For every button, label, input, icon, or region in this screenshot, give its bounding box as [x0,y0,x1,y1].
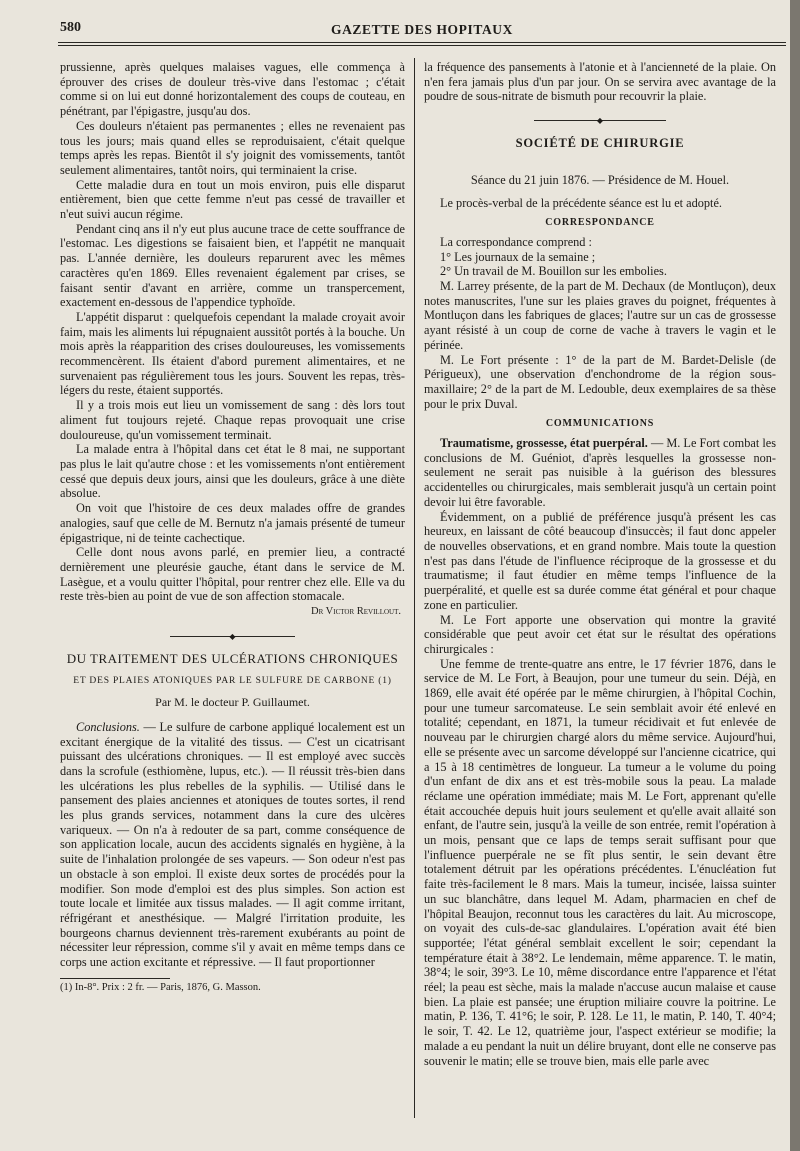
section-ornament [60,630,405,642]
article-author: Par M. le docteur P. Guillaumet. [155,695,310,710]
paragraph: M. Larrey présente, de la part de M. Dechaux (de Montluçon), deux notes manuscrites, l'une sur les plaies graves du poignet, fréquentes à Montluçon dans les fabriques de glaces; l'autre sur un cas de grossesse ayant résisté à un coup de corne de vache à travers le vagin et le périnée. [424,279,776,352]
page-edge-shadow [790,0,800,1151]
paragraph [424,436,776,510]
header-rule-double [58,45,786,46]
paragraph: Cette maladie dura en tout un mois environ, puis elle disparut entièrement, bien que cette femme n'eut pas cessé de travailler et n'eut suivi aucun régime. [60,177,405,222]
article-body [60,720,405,970]
communication-title: Traumatisme, grossesse, état puerpéral. [440,436,648,451]
paragraph: prussienne, après quelques malaises vagues, elle commença à éprouver des crises de douleur très-vive dans l'estomac ; c'était comme si on lui eut donné horizontalement des coups de couteau, en pénétrant, par l'épigastre, jusqu'au dos. [60,60,405,119]
column-separator [414,58,415,1118]
communication-text: — M. Le Fort combat les conclusions de M. Guéniot, d'après lesquelles la grossesse non-seulement ne serait pas nuisible à la guérison des blessures accidentelles ou chirurgicales, mais semblerait jusqu'à un certain point devoir lui être favorable. [424,436,776,509]
paragraph: Une femme de trente-quatre ans entre, le 17 février 1876, dans le service de M. Le Fort, à Beaujon, pour une tumeur du sein. Déjà, en 1869, elle avait été opérée par le même chirurgien, à l'hôpital Cochin, pour une tumeur sarcomateuse. Le sein semblait avoir été enlevé en totalité; cependant, en 1871, la tumeur récidivait et fut enlevée de nouveau par le chirurgien chargé alors du même service. Aujourd'hui, elle se présente avec un sarcome développé sur l'ancienne cicatrice, qui a 15 à 18 centimètres de longueur. La tumeur a le volume du poing d'un enfant de dix ans et est très-mobile sous la peau. La malade réclame une opération immédiate; mais M. Le Fort, apprenant qu'elle était accouchée depuis huit jours seulement et qu'elle avait allaité son enfant, de l'autre sein, jusqu'à la veille de son entrée, remit l'opération à un mois, pensant que ce laps de temps serait suffisant pour que l'influence puerpérale ne se fît plus sentir, le sein devant être totalement détruit par les opérations précédentes. L'énucléation fut faite très-facilement le 8 mars. Mais la tumeur, incisée, laissa suinter un suc blanchâtre, dans lequel M. Adam, pharmacien en chef de l'hôpital Beaujon, reconnut tous les caractères du lait. Au microscope, on voyait des culs-de-sac glandulaires. L'opération avait été bien supportée; l'état général semblait excellent le soir; cependant la température était à 38°2. Le lendemain, même apparence. T. le matin, 38°4; le soir, 39°3. Le 10, même discordance entre l'apparence et l'état réel; la peau est sèche, mais la malade n'accuse aucun malaise et cause bien. La plaie est pansée; une éruption miliaire couvre la poitrine. Le matin, P. 136, T. 41°6; le soir, P. 128. Le 11, le matin, P. 140, T. 40°4; le soir, T. 42. Le 12, quatrième jour, l'aspect extérieur se modifie; la malade a eu pendant la nuit un délire bruyant, dont elle ne conserve pas souvenir le matin; elle se trouve bien, mais elle parle avec [424,656,776,1068]
article-title: DU TRAITEMENT DES ULCÉRATIONS CHRONIQUES [66,650,399,666]
communications-heading: COMMUNICATIONS [545,418,655,430]
paragraph: Celle dont nous avons parlé, en premier lieu, a contracté dernièrement une pleurésie gauche, étant dans le service de M. Lasègue, et a voulu quitter l'hôpital, pour rentrer chez elle. Elle va du reste très-bien au point de vue de son affection stomacale. [60,545,405,604]
paragraph: Il y a trois mois eut lieu un vomissement de sang : dès lors tout aliment fut toujours rejeté. Chaque repas provoquait une crise douloureuse, qu'un vomissement terminait. [60,398,405,442]
right-column [424,60,776,1068]
article-text: — Le sulfure de carbone appliqué localement est un excitant énergique de la vitalité des tissus. — C'est un cicatrisant puissant des ulcérations chroniques. — Il est employé avec succès dans la scrofule (esthiomène, lupus, etc.). — Il réussit très-bien dans les ulcérations les plus rebelles de la syphilis. — Utilisé dans le pansement des plaies anciennes et atoniques de toutes sortes, il rend les plus grands services, notamment dans la cure des ulcères variqueux. — On n'a à redouter de sa part, comme conséquence de son application locale, aucun des accidents signalés en hygiène, à la suite de l'inhalation prolongée de ses vapeurs. — Son odeur n'est pas un obstacle à son emploi. Il existe deux sortes de procédés pour la modifier. Son mode d'emploi est des plus simples. Son action est toute locale et limitée aux tissus malades. — Il agit comme irritant, réfrigérant et anesthésique. — Malgré l'irritation produite, les bourgeons charnus deviennent très-rarement exubérants au point de nécessiter leur répression, comme s'il y avait en même temps dans ce corps une action excitante et répressive. — Il faut proportionner [60,719,405,970]
paragraph: La malade entra à l'hôpital dans cet état le 8 mai, ne supportant pas plus le lait qu'autre chose : et les vomissements n'ont entièrement cessé que depuis deux jours, ainsi que les douleurs, grâce à une diète absolue. [60,442,405,501]
article-subtitle: ET DES PLAIES ATONIQUES PAR LE SULFURE DE CARBONE (1) [73,676,392,687]
paragraph: Ces douleurs n'étaient pas permanentes ; elles ne revenaient pas tous les jours; mais quand elles se reproduisaient, c'était quelque temps après les repas. Bientôt il s'y joignit des vomissements, tantôt seulement alimentaires, tantôt noirs, qui terminaient la crise. [60,118,405,177]
paragraph: L'appétit disparut : quelquefois cependant la malade croyait avoir faim, mais les aliments lui répugnaient aussitôt portés à la bouche. Un mois après la réapparition des crises douloureuses, les vomissements recommencèrent. Ils étaient d'abord purement alimentaires, et ne survenaient pas régulièrement tous les jours. Souvent les repas, très-légers du reste, étaient supportés. [60,309,405,398]
paragraph: On voit que l'histoire de ces deux malades offre de grandes analogies, sauf que celle de M. Bernutz n'a jamais présenté de tumeur épigastrique, ni de teinte cachectique. [60,501,405,545]
seance-line: Séance du 21 juin 1876. — Présidence de M. Houel. [470,172,730,187]
paragraph: M. Le Fort présente : 1° de la part de M. Bardet-Delisle (de Périgueux), une observation d'enchondrome de la région sous-maxillaire; 2° de la part de M. Ledouble, deux exemplaires de sa thèse pour le prix Duval. [424,352,776,411]
paragraph: Pendant cinq ans il n'y eut plus aucune trace de cette souffrance de l'estomac. Les digestions se faisaient bien, et l'appétit ne manquait pas. L'année dernière, les douleurs reparurent avec les mêmes caractères qu'en 1869. Elles revenaient également par crises, se faisant sentir d'avant en arrière, comme un transpercement, exactement en-dessous de l'appendice typhoïde. [60,221,405,310]
footnote: (1) In-8°. Prix : 2 fr. — Paris, 1876, G. Masson. [60,981,261,993]
journal-title: GAZETTE DES HOPITAUX [330,22,514,37]
society-title: SOCIÉTÉ DE CHIRURGIE [515,136,685,151]
correspondance-heading: CORRESPONDANCE [545,217,655,229]
header-rule [58,42,786,43]
signature: Dr Victor Revillout. [311,606,401,618]
page-header [58,20,786,40]
left-column [60,60,405,995]
paragraph: La correspondance comprend : [440,234,592,249]
section-ornament [424,114,776,126]
footnote-rule [60,978,170,979]
paragraph: 1° Les journaux de la semaine ; [440,249,596,264]
page-number: 580 [60,20,81,35]
paragraph: Le procès-verbal de la précédente séance est lu et adopté. [440,195,722,210]
paragraph: Évidemment, on a publié de préférence jusqu'à présent les cas heureux, en laissant de côté beaucoup d'insuccès; il faut donc appeler de nouvelles observations, et en grand nombre. Mais toute la question n'est pas dans l'étude de l'influence réciproque de la grossesse et du traumatisme; il faut étudier en même temps l'influence de la puerpéralité, et quelle est sa durée comme état général et pour chaque zone en particulier. [424,509,776,612]
paragraph: la fréquence des pansements à l'atonie et à l'ancienneté de la plaie. On n'en fera jamais plus d'un par jour. On se servira avec avantage de la poudre de sous-nitrate de bismuth pour recouvrir la plaie. [424,60,776,104]
paragraph: 2° Un travail de M. Bouillon sur les embolies. [440,264,667,279]
paragraph: M. Le Fort apporte une observation qui montre la gravité considérable que peut avoir cet état sur le résultat des opérations chirurgicales : [424,612,776,656]
article-lead: Conclusions. [76,719,140,734]
